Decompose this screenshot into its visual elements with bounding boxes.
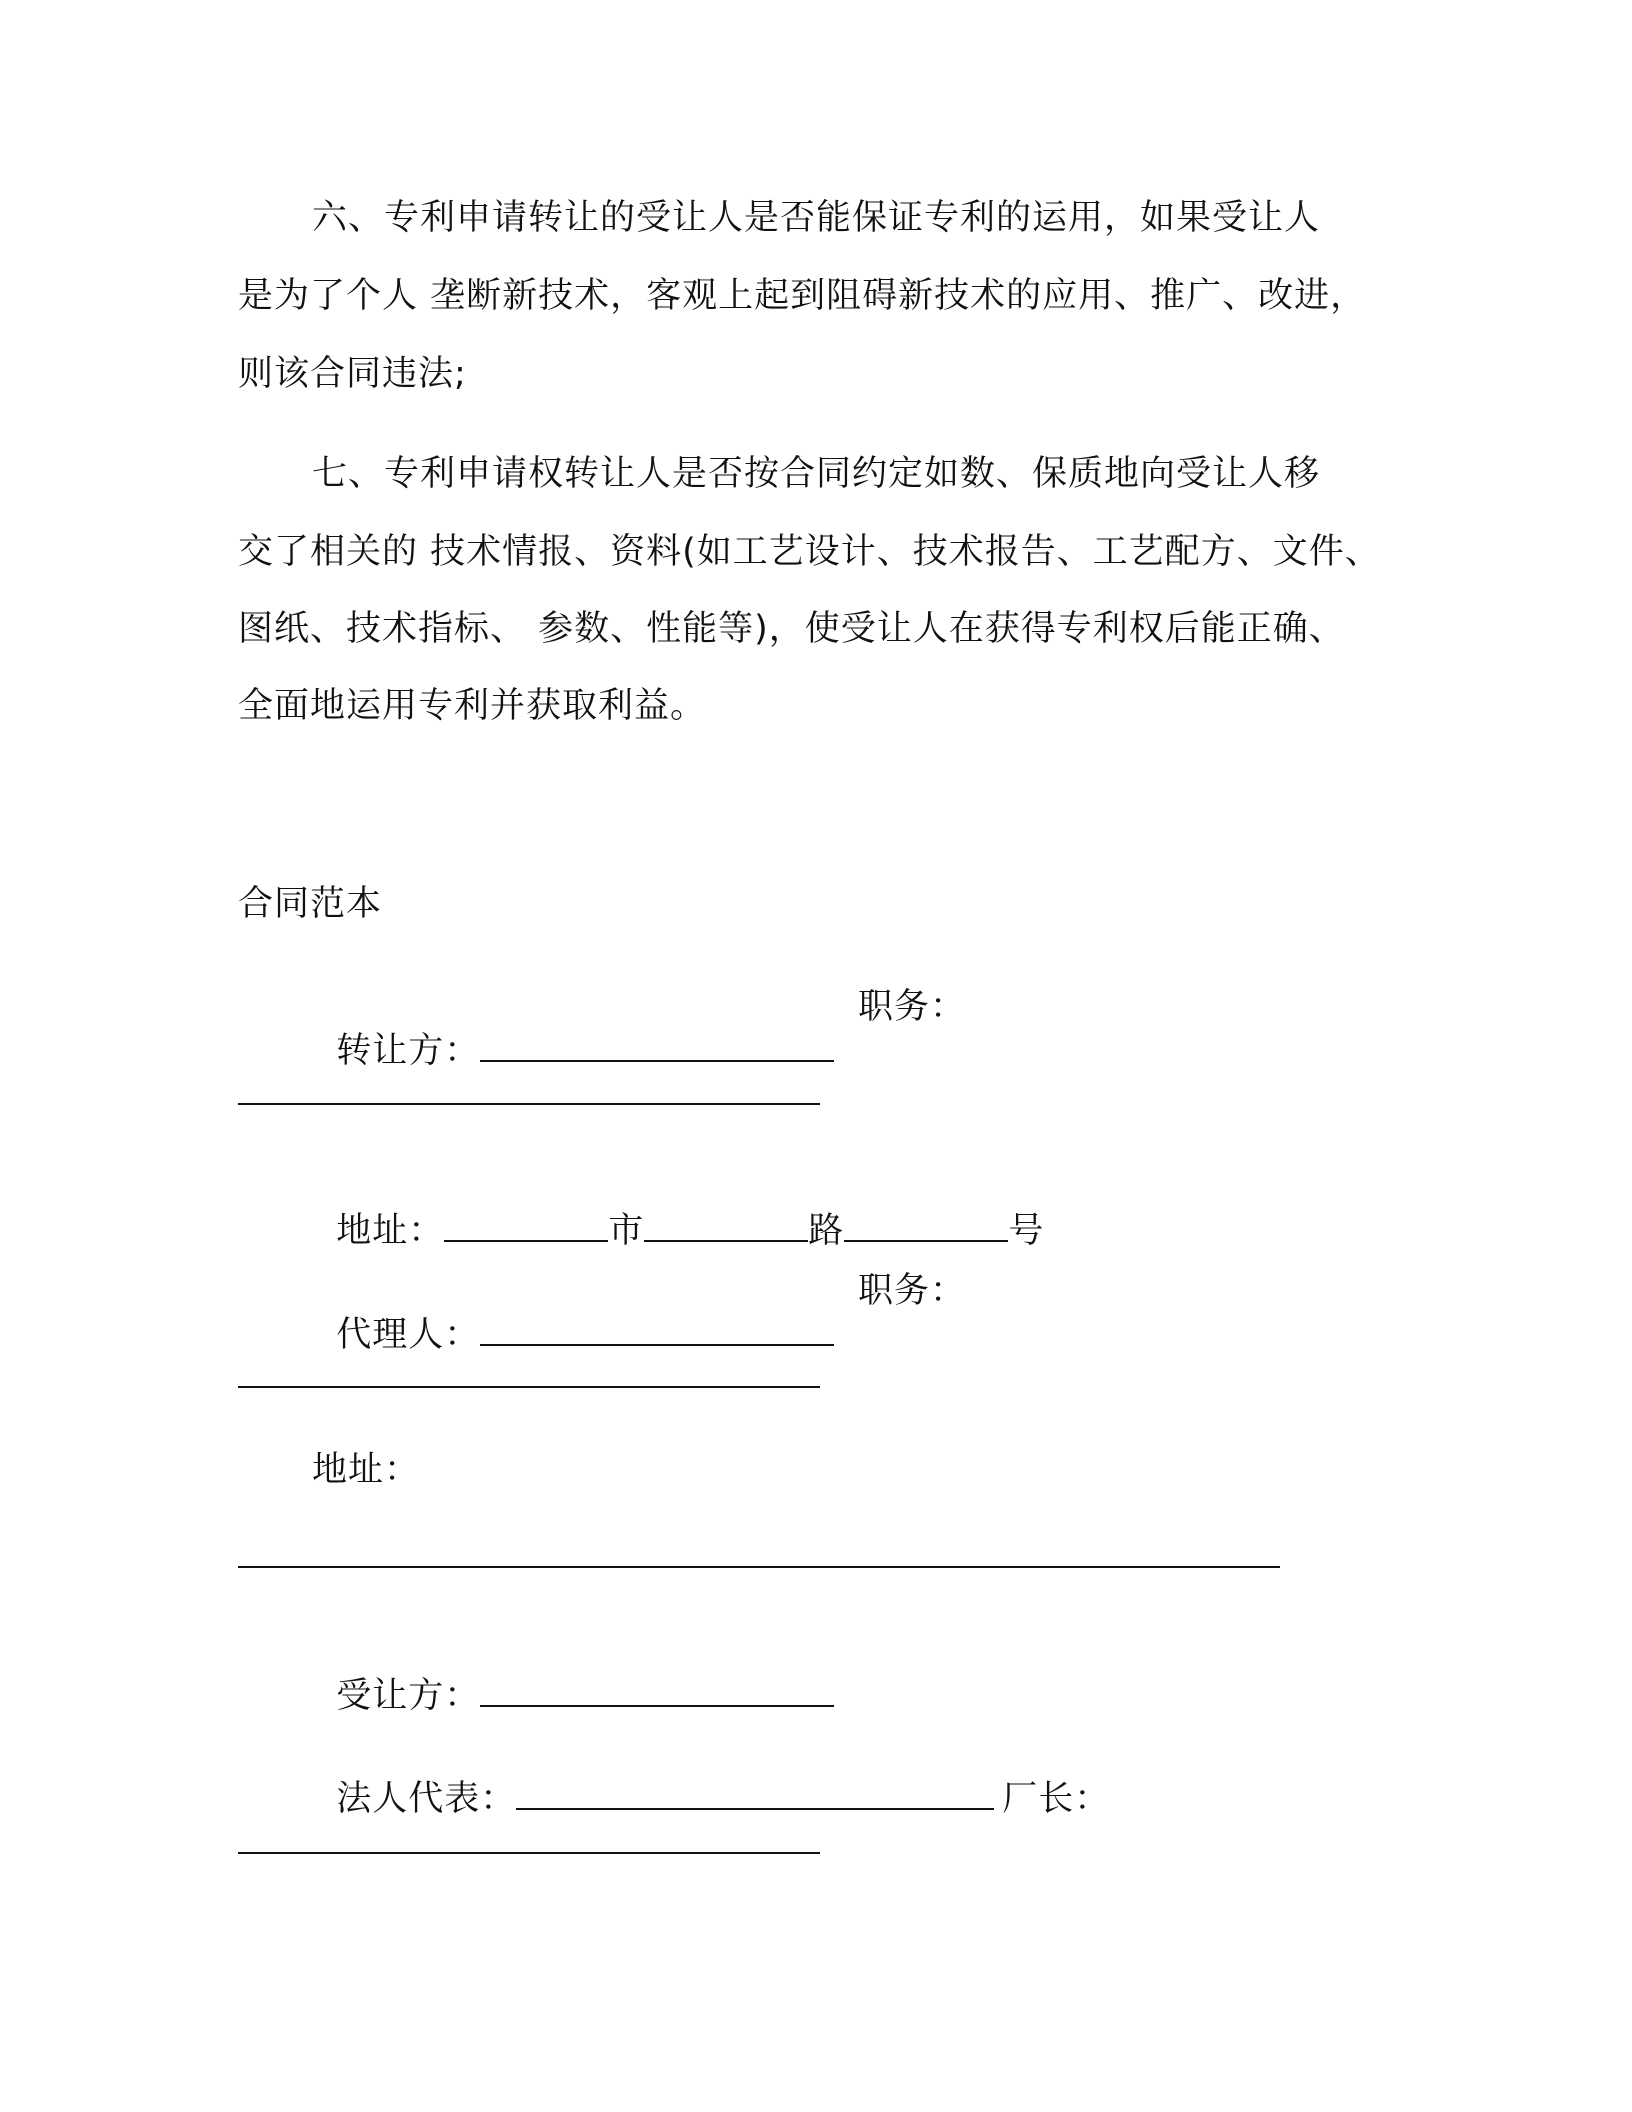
para7-line1: 七、专利申请权转让人是否按合同约定如数、保质地向受让人移 [312,454,1321,494]
transferor-label: 转让方： [336,1031,481,1071]
position-blank-1[interactable] [238,1103,820,1105]
address-label-2: 地址： [312,1450,421,1490]
transferee-row [312,1630,834,1718]
director-blank[interactable] [238,1852,820,1854]
legal-rep-row [312,1733,1110,1821]
para7-line2: 交了相关的 技术情报、资料(如工艺设计、技术报告、工艺配方、文件、 [238,532,1381,572]
para6-line1: 六、专利申请转让的受让人是否能保证专利的运用，如果受让人 [312,198,1321,238]
address-blank-a[interactable] [444,1210,608,1242]
address-blank-b[interactable] [644,1210,808,1242]
legal-rep-blank[interactable] [516,1778,994,1810]
transferee-label: 受让方： [336,1676,481,1716]
transferee-blank[interactable] [480,1675,834,1707]
agent-blank[interactable] [480,1314,834,1346]
position-label-2: 职务： [858,1271,967,1311]
road-label: 路 [808,1211,845,1251]
agent-row [312,1269,834,1357]
position-blank-2[interactable] [238,1386,820,1388]
legal-rep-label: 法人代表： [336,1779,517,1819]
address-label-1: 地址： [336,1211,445,1251]
number-label: 号 [1008,1211,1045,1251]
address-row-1 [312,1165,1044,1253]
director-label: 厂长： [1002,1779,1111,1819]
city-label: 市 [608,1211,645,1251]
para7-line4: 全面地运用专利并获取利益。 [238,686,707,726]
agent-label: 代理人： [336,1315,481,1355]
transferor-row [312,985,834,1073]
para7-line3: 图纸、技术指标、 参数、性能等)，使受让人在获得专利权后能正确、 [238,609,1345,649]
para6-line3: 则该合同违法; [238,354,467,394]
transferor-blank[interactable] [480,1030,834,1062]
address-blank-2[interactable] [238,1566,1280,1568]
para6-line2: 是为了个人 垄断新技术，客观上起到阻碍新技术的应用、推广、改进， [238,276,1367,316]
contract-template-title: 合同范本 [238,884,383,924]
address-blank-c[interactable] [844,1210,1008,1242]
position-label-1: 职务： [858,987,967,1027]
